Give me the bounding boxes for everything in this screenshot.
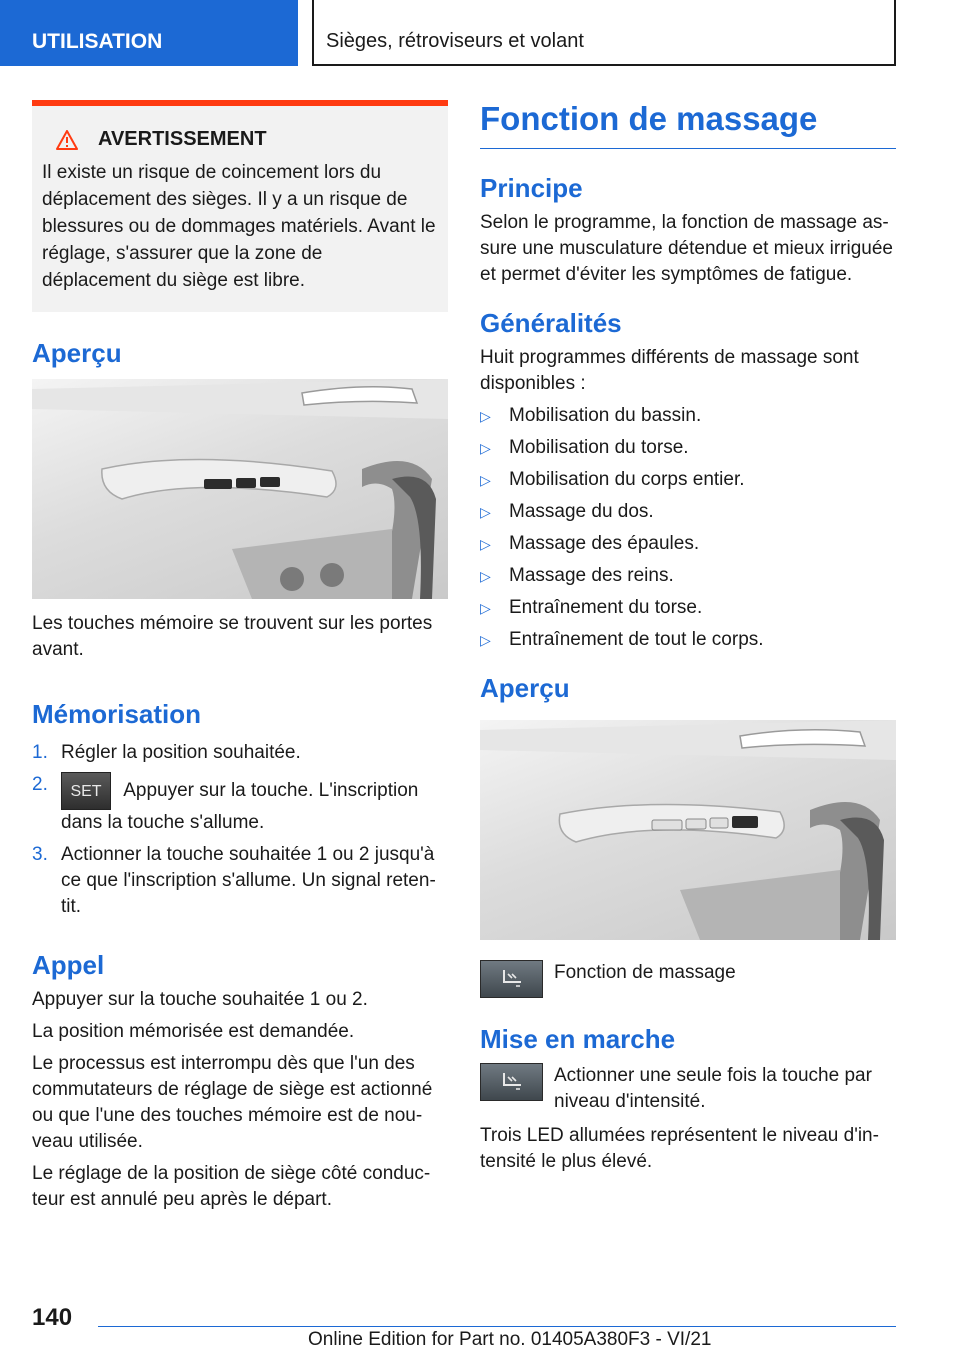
program-label: Mobilisation du bassin. [509,405,702,426]
page-title: Fonction de massage [480,100,896,149]
massage-key-row [480,960,896,998]
massage-key-row [480,1063,896,1115]
apercu-heading-right: Aperçu [480,673,570,703]
list-item [480,403,896,429]
apercu-heading: Aperçu [32,338,122,368]
appel-paragraph: Le réglage de la position de siège côté conducteur est annulé peu après le départ. [32,1163,431,1210]
list-item [480,531,896,557]
memorisation-heading: Mémorisation [32,699,202,729]
warning-triangle-icon [56,130,78,150]
triangle-bullet-icon: ▷ [480,600,491,616]
massage-icon [480,1063,543,1101]
set-button-icon: SET [61,772,111,810]
massage-icon-caption: Fonction de massage [554,962,736,983]
principe-heading: Principe [480,173,583,203]
triangle-bullet-icon: ▷ [480,632,491,648]
program-label: Massage des épaules. [509,533,700,554]
memorisation-steps [32,740,448,920]
list-item [480,595,896,621]
warning-title-text: AVERTISSEMENT [98,128,267,150]
list-item [32,842,448,920]
mise-en-marche-icon-text: Actionner une seule fois la touche par niveau d'intensité. [554,1065,872,1112]
triangle-bullet-icon: ▷ [480,568,491,584]
appel-heading: Appel [32,950,105,980]
apercu-caption: Les touches mémoire se trouvent sur les portes avant. [32,613,433,660]
principe-text: Selon le programme, la fonction de massage assure une musculature détendue et mieux irriguée et permet d'éviter les symptômes de fatigue. [480,212,893,285]
door-massage-buttons-photo [480,720,896,940]
list-item [480,499,896,525]
appel-paragraph: Appuyer sur la touche souhaitée 1 ou 2. [32,989,368,1010]
program-label: Mobilisation du corps entier. [509,469,745,490]
step-number: 3. [32,844,48,865]
triangle-bullet-icon: ▷ [480,536,491,552]
list-item [480,627,896,653]
page-number: 140 [32,1304,73,1331]
step-number: 2. [32,774,48,795]
step-text: Actionner la touche souhaitée 1 ou 2 jusqu'à ce que l'inscription s'allume. Un signal retentit. [61,844,436,917]
warning-title [42,128,436,151]
right-column [480,100,896,1181]
footer-divider [98,1326,896,1327]
generalites-heading: Généralités [480,308,622,338]
program-label: Mobilisation du torse. [509,437,689,458]
massage-icon [480,960,543,998]
triangle-bullet-icon: ▷ [480,408,491,424]
program-label: Massage des reins. [509,565,674,586]
triangle-bullet-icon: ▷ [480,504,491,520]
mise-en-marche-heading: Mise en marche [480,1024,676,1054]
triangle-bullet-icon: ▷ [480,472,491,488]
section-title: Sièges, rétroviseurs et volant [312,0,896,66]
appel-paragraph: Le processus est interrompu dès que l'un des commutateurs de réglage de siège est actionné ou que l'une des touches mémoire est de nouveau utilisée. [32,1053,433,1152]
program-label: Massage du dos. [509,501,654,522]
chapter-tab[interactable]: UTILISATION [0,0,298,66]
list-item [480,467,896,493]
warning-body: Il existe un risque de coincement lors du déplacement des sièges. Il y a un risque de blessures ou de dommages matériels. Avant le réglage, s'assurer que la zone de déplacement du siège est libre. [42,162,436,291]
door-memory-buttons-photo [32,379,448,599]
triangle-bullet-icon: ▷ [480,440,491,456]
edition-text: Online Edition for Part no. 01405A380F3 - VI/21 [308,1329,712,1350]
program-label: Entraînement de tout le corps. [509,629,764,650]
program-label: Entraînement du torse. [509,597,703,618]
list-item [480,435,896,461]
step-number: 1. [32,742,48,763]
program-list [480,403,896,653]
mise-en-marche-text: Trois LED allumées représentent le niveau d'intensité le plus élevé. [480,1125,879,1172]
step-text: Appuyer sur la touche. L'inscription dans la touche s'allume. [61,780,419,833]
appel-paragraph: La position mémorisée est demandée. [32,1021,355,1042]
page-footer [0,1296,960,1356]
warning-box [32,100,448,312]
list-item [32,772,448,836]
page-header [0,0,960,66]
generalites-intro: Huit programmes différents de massage sont disponibles : [480,347,859,394]
list-item [32,740,448,766]
step-text: Régler la position souhaitée. [61,742,301,763]
left-column [32,100,448,1219]
list-item [480,563,896,589]
